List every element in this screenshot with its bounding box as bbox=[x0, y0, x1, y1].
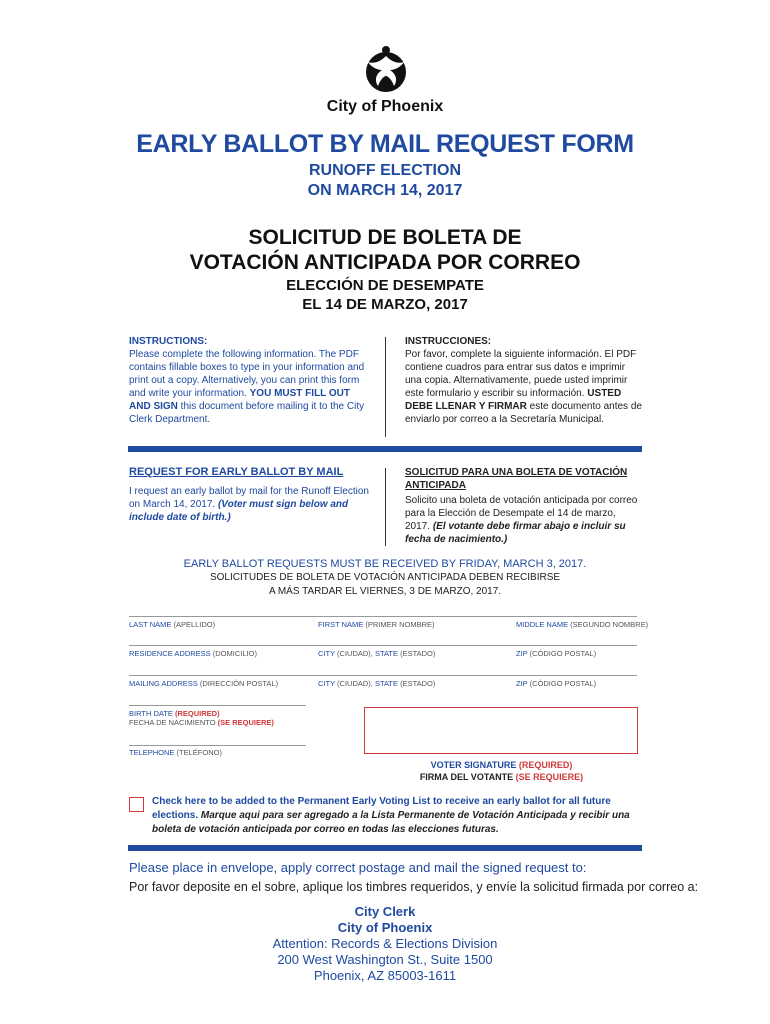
divider-bar bbox=[128, 446, 642, 452]
mailing-line[interactable] bbox=[129, 675, 637, 676]
city-state-label-1: CITY (CIUDAD), STATE (ESTADO) bbox=[318, 649, 436, 658]
first-name-label: FIRST NAME (PRIMER NOMBRE) bbox=[318, 620, 435, 629]
deadline-es-line2: A MÁS TARDAR EL VIERNES, 3 DE MARZO, 2017. bbox=[268, 586, 502, 597]
es-title-line1: SOLICITUD DE BOLETA DE bbox=[248, 226, 522, 249]
instructions-es-text-end: este documento antes de enviarlo por correo a la Secretaría Municipal. bbox=[405, 401, 642, 425]
middle-name-label: MIDDLE NAME (SEGUNDO NOMBRE) bbox=[516, 620, 649, 629]
es-subtitle-line1: ELECCIÓN DE DESEMPATE bbox=[286, 277, 484, 294]
address-line3: Attention: Records & Elections Division bbox=[272, 936, 498, 951]
request-en-text: I request an early ballot by mail for the Runoff Election on March 14, 2017. bbox=[129, 486, 369, 510]
telephone-line[interactable] bbox=[129, 745, 306, 746]
es-subtitle-line2: EL 14 DE MARZO, 2017 bbox=[302, 296, 468, 313]
zip-label-1: ZIP (CÓDIGO POSTAL) bbox=[516, 649, 597, 658]
instructions-en bbox=[129, 335, 369, 426]
last-name-label: LAST NAME (APELLIDO) bbox=[129, 620, 216, 629]
deadline-en: EARLY BALLOT REQUESTS MUST BE RECEIVED BY FRIDAY, MARCH 3, 2017. bbox=[183, 558, 587, 570]
request-en bbox=[129, 466, 369, 524]
birth-date-label: BIRTH DATE (REQUIRED) bbox=[129, 709, 220, 718]
request-es-heading: SOLICITUD PARA UNA BOLETA DE VOTACIÓN ANTICIPADA bbox=[405, 467, 628, 491]
address-line4: 200 West Washington St., Suite 1500 bbox=[277, 952, 493, 967]
address-line5: Phoenix, AZ 85003-1611 bbox=[313, 968, 457, 983]
name-line[interactable] bbox=[129, 616, 637, 617]
mailing-en: Please place in envelope, apply correct postage and mail the signed request to: bbox=[129, 860, 587, 875]
city-logo-text: City of Phoenix bbox=[326, 98, 444, 115]
telephone-label: TELEPHONE (TELÉFONO) bbox=[129, 748, 222, 757]
address-line1: City Clerk bbox=[354, 904, 416, 919]
request-es-text: Solicito una boleta de votación anticipada por correo para la Elección de Desempate el 14 de marzo, 2017. bbox=[405, 495, 638, 532]
mailing-es: Por favor deposite en el sobre, aplique los timbres requeridos, y envíe la solicitud firmada por correo a: bbox=[129, 880, 699, 894]
es-title-line2: VOTACIÓN ANTICIPADA POR CORREO bbox=[189, 251, 581, 274]
instructions-en-bold: YOU MUST FILL OUT AND SIGN bbox=[129, 388, 350, 412]
instructions-en-text: Please complete the following information. The PDF contains fillable boxes to type in your information and print out a copy. Alternatively, you can print this form and write your information. bbox=[129, 349, 365, 399]
instructions-es-heading: INSTRUCCIONES: bbox=[405, 336, 492, 347]
signature-label-en: VOTER SIGNATURE (REQUIRED) bbox=[430, 760, 573, 770]
instructions-es-text: Por favor, complete la siguiente información. El PDF contiene cuadros para entrar sus datos e imprimir una copia. Alternativamente, puede usted imprimir este formulario y escribir su información. bbox=[405, 349, 637, 399]
request-en-bold: (Voter must sign below and include date of birth.) bbox=[129, 499, 349, 523]
column-divider bbox=[385, 337, 386, 437]
request-en-heading: REQUEST FOR EARLY BALLOT BY MAIL bbox=[129, 466, 344, 478]
phoenix-bird-icon bbox=[360, 42, 412, 94]
address-line2: City of Phoenix bbox=[337, 920, 433, 935]
form-subtitle-line1: RUNOFF ELECTION bbox=[309, 162, 461, 179]
pevl-checkbox[interactable] bbox=[129, 797, 144, 812]
zip-label-2: ZIP (CÓDIGO POSTAL) bbox=[516, 679, 597, 688]
instructions-es-bold: USTED DEBE LLENAR Y FIRMAR bbox=[405, 388, 622, 412]
instructions-es bbox=[405, 335, 643, 426]
birth-date-es-label: FECHA DE NACIMIENTO (SE REQUIERE) bbox=[129, 718, 274, 727]
birth-date-line[interactable] bbox=[129, 705, 306, 706]
form-subtitle-line2: ON MARCH 14, 2017 bbox=[307, 182, 463, 199]
divider-bar-2 bbox=[128, 845, 642, 851]
instructions-en-text-end: this document before mailing it to the City Clerk Department. bbox=[129, 401, 365, 425]
pevl-text: Check here to be added to the Permanent Early Voting List to receive an early ballot for all future elections. Marque aqui para ser agregado a la Lista Permanente de Votación Anticipada y recibir una boleta de votación anticipada por correo en todas las elecciones futuras. bbox=[152, 796, 630, 835]
instructions-en-heading: INSTRUCTIONS: bbox=[129, 336, 208, 347]
deadline-es-line1: SOLICITUDES DE BOLETA DE VOTACIÓN ANTICIPADA DEBEN RECIBIRSE bbox=[209, 572, 561, 583]
voter-signature-box[interactable] bbox=[364, 707, 638, 754]
mailing-address-label: MAILING ADDRESS (DIRECCIÓN POSTAL) bbox=[129, 679, 279, 688]
residence-address-label: RESIDENCE ADDRESS (DOMICILIO) bbox=[129, 649, 257, 658]
column-divider-2 bbox=[385, 468, 386, 546]
residence-line[interactable] bbox=[129, 645, 637, 646]
city-state-label-2: CITY (CIUDAD), STATE (ESTADO) bbox=[318, 679, 436, 688]
form-title: EARLY BALLOT BY MAIL REQUEST FORM bbox=[136, 130, 634, 158]
signature-label-es: FIRMA DEL VOTANTE (SE REQUIERE) bbox=[419, 772, 584, 782]
request-es bbox=[405, 466, 643, 546]
request-es-bold: (El votante debe firmar abajo e incluir su fecha de nacimiento.) bbox=[405, 521, 626, 545]
